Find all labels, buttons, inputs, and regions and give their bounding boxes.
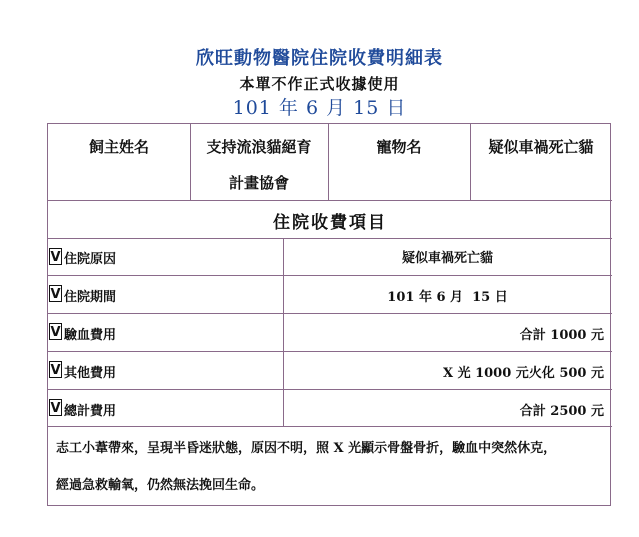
owner-name-label: 飼主姓名 [88,138,149,156]
item-value: 101 年 6 月 15 日 [387,290,508,305]
divider [283,238,284,426]
pet-name-label: 寵物名 [376,138,422,156]
pet-name-value: 疑似車禍死亡貓 [488,138,594,156]
checkbox-checked: V [50,325,61,340]
checkbox-checked: V [50,287,61,302]
item-label: 住院期間 [64,290,117,305]
checkbox-checked: V [50,363,61,378]
section-title: 住院收費項目 [273,213,387,233]
item-value: X 光 1000 元火化 500 元 [442,366,604,381]
divider [48,389,612,390]
document-date: 101 年 6 月 15 日 [232,97,407,119]
notes-line-2: 經過急救輸氧，仍然無法挽回生命。 [56,478,265,493]
checkbox-checked: V [50,250,61,265]
billing-table [47,123,611,506]
divider [48,426,612,427]
item-label: 總計費用 [64,404,117,419]
document-title: 欣旺動物醫院住院收費明細表 [196,48,443,69]
item-value: 合計 1000 元 [519,328,604,343]
owner-name-value-line1: 支持流浪貓絕育 [206,138,312,156]
checkbox-checked: V [50,401,61,416]
divider [48,238,612,239]
divider [48,275,612,276]
divider [48,200,612,201]
notes-line-1: 志工小葦帶來，呈現半昏迷狀態，原因不明，照 X 光顯示骨盤骨折，驗血中突然休克， [56,441,557,456]
divider [48,351,612,352]
item-label: 其他費用 [64,366,117,381]
item-value: 合計 2500 元 [519,404,604,419]
item-label: 住院原因 [64,252,117,267]
item-value: 疑似車禍死亡貓 [401,251,493,266]
item-label: 驗血費用 [64,328,117,343]
divider [48,313,612,314]
owner-name-value-line2: 計畫協會 [228,174,289,192]
document-subtitle: 本單不作正式收據使用 [239,75,400,93]
